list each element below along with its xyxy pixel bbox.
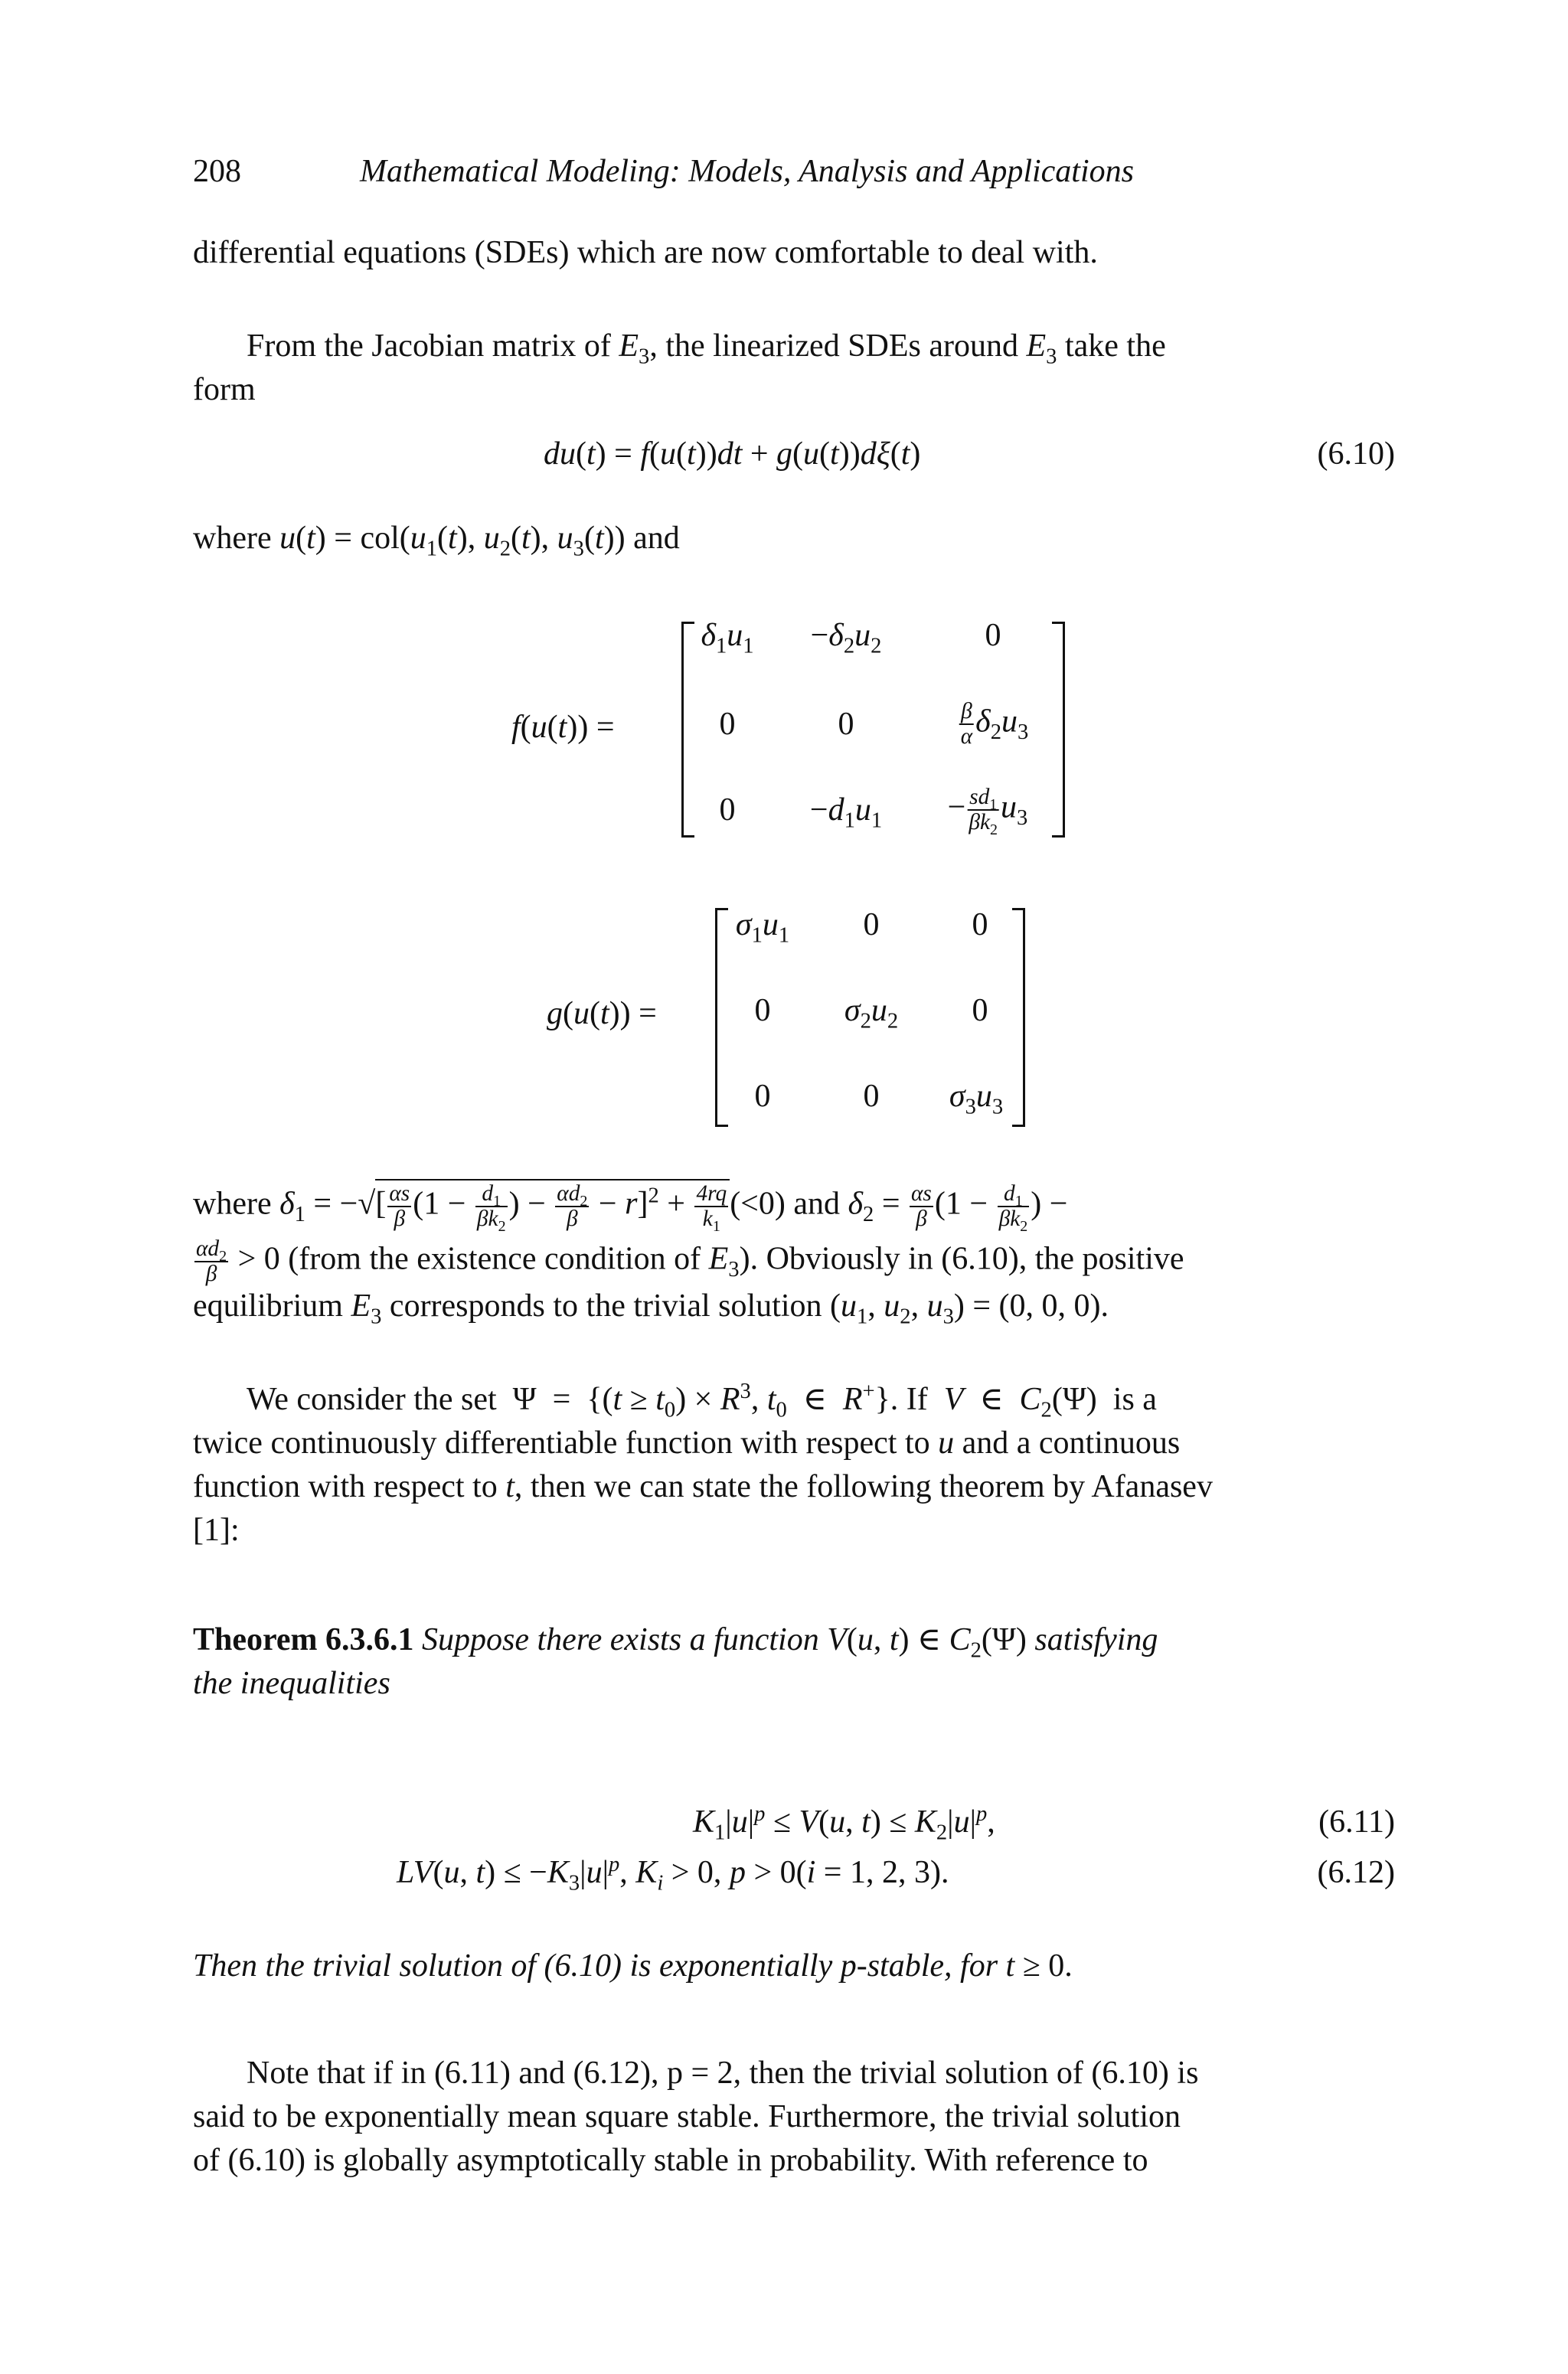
- f-cell-22: 0: [838, 707, 854, 742]
- p3-text-2b: and a continuous: [962, 1425, 1181, 1461]
- theorem-line-2: the inequalities: [193, 1666, 390, 1701]
- f-cell-23: $\frac{\beta}{\alpha}$ $\delta_2u_3$: [960, 699, 1029, 749]
- p3-text-3b: , then we can state the following theorem by Afanasev: [514, 1469, 1213, 1504]
- then-text: Then the trivial solution of (6.10) is exponentially p-stable, for: [193, 1948, 998, 1984]
- p4-line-3: of (6.10) is globally asymptotically stable in probability. With reference to: [193, 2143, 1148, 2178]
- paragraph-jacobian: From the Jacobian matrix of $E_3$, the linearized SDEs around $E_3$ take the: [247, 328, 1166, 369]
- running-title: Mathematical Modeling: Models, Analysis and Applications: [360, 154, 1134, 189]
- equation-number-6-12: (6.12): [1317, 1855, 1395, 1890]
- delta-definition-line1: where $\delta_1$ = −√[ $\frac{\alpha s}{\beta}$ (1 − $\frac{d_1}{\beta k_2}$ ) − $\frac{\alpha d_2}{\beta}$ − r]$^2$ + $\frac{4rq}{k_1}$ (<0) and $\delta_2$ = $\frac{\alpha s}{\beta}$ (1 − $\frac{d_1}{\beta k_2}$ ) −: [193, 1179, 1395, 1231]
- p1-text-a: From the Jacobian matrix of: [247, 328, 619, 364]
- g-cell-23: 0: [972, 993, 988, 1028]
- p3-line-4: [1]:: [193, 1513, 240, 1548]
- set-psi-line: We consider the set $\Psi = \{(t \ge t_0) \times R^3$, $t_0$ ∈ R+}. If V ∈ $C_2(\Psi)$ is a: [247, 1380, 1157, 1422]
- f-cell-33: − $\frac{sd_1}{\beta k_2}$ $u_3$: [947, 785, 1028, 838]
- equation-6-10: du(t) = f(u(t))dt + g(u(t))dξ(t): [544, 436, 921, 472]
- p1-text-c: take the: [1057, 328, 1166, 364]
- p4-line-2: said to be exponentially mean square stable. Furthermore, the trivial solution: [193, 2099, 1181, 2134]
- g-cell-21: 0: [754, 993, 771, 1028]
- g-cell-22: $\sigma_2u_2$: [844, 993, 899, 1034]
- g-matrix-lhs: g(u(t)) =: [547, 996, 657, 1031]
- g-cell-33: $\sigma_3u_3$: [949, 1079, 1004, 1119]
- f-cell-12: $-\delta_2u_2$: [810, 618, 882, 658]
- theorem-label: Theorem 6.3.6.1: [193, 1622, 414, 1657]
- where-u-word: where: [193, 521, 272, 556]
- theorem-line-1: Theorem 6.3.6.1 Suppose there exists a function V(u, t) ∈ $C_2(\Psi)$ satisfying: [193, 1622, 1158, 1663]
- g-matrix-left-bracket: [715, 908, 728, 1127]
- equilibrium-line: equilibrium $E_3$ corresponds to the trivial solution ($u_1$, $u_2$, $u_3) = (0$, 0, 0).: [193, 1288, 1109, 1329]
- p4-line-1: Note that if in (6.11) and (6.12), p = 2, then the trivial solution of (6.10) is: [247, 2056, 1199, 2091]
- f-matrix-right-bracket: [1052, 622, 1065, 838]
- p3-text-1: We consider the set: [247, 1382, 497, 1417]
- g-matrix-right-bracket: [1012, 908, 1025, 1127]
- delta-definition-line2: $\frac{\alpha d_2}{\beta}$ > 0 (from the existence condition of $E_3$). Obviously in (6.10), the positive: [196, 1236, 1184, 1286]
- equation-6-12: LV(u, $t) \le -K_3|u|^p$, $K_i > 0$, p > 0(i = 1, 2, 3).: [397, 1853, 949, 1896]
- theorem-text-a: Suppose there exists a function: [422, 1622, 819, 1657]
- equilibrium-word: equilibrium: [193, 1288, 343, 1324]
- g-cell-32: 0: [863, 1079, 880, 1114]
- continuation-line: differential equations (SDEs) which are now comfortable to deal with.: [193, 235, 1098, 270]
- p3-line-2: twice continuously differentiable function with respect to u and a continuous: [193, 1425, 1181, 1461]
- g-cell-13: 0: [972, 907, 988, 942]
- f-cell-13: 0: [985, 618, 1001, 653]
- g-cell-31: 0: [754, 1079, 771, 1114]
- and-word: and: [633, 521, 680, 556]
- f-matrix-lhs: f(u(t)) =: [511, 710, 615, 745]
- g-cell-11: $\sigma_1u_1$: [735, 907, 790, 948]
- from-existence-text: > 0 (from the existence condition of: [237, 1241, 701, 1277]
- equation-6-11: $K_1|u|^p \le V(u$, $t) \le K_2|u|^p$,: [693, 1802, 995, 1845]
- page-number: 208: [193, 154, 241, 189]
- p3-text-1b: . If: [890, 1382, 928, 1417]
- where-delta-word: where: [193, 1186, 272, 1222]
- p3-text-1c: is a: [1112, 1382, 1157, 1417]
- p3-text-2: twice continuously differentiable function with respect to: [193, 1425, 930, 1461]
- equation-number-6-10: (6.10): [1317, 436, 1395, 472]
- p3-text-3: function with respect to: [193, 1469, 498, 1504]
- f-cell-21: 0: [719, 707, 736, 742]
- f-cell-32: $-d_1u_1$: [809, 792, 883, 833]
- where-u-definition: where $u(t) = col(u_1(t)$, $u_2(t)$, $u_3(t)$) and: [193, 521, 680, 561]
- corresponds-text: corresponds to the trivial solution: [389, 1288, 822, 1324]
- paragraph-jacobian-cont: form: [193, 372, 256, 407]
- equation-number-6-11: (6.11): [1318, 1804, 1395, 1840]
- theorem-conclusion: Then the trivial solution of (6.10) is exponentially p-stable, for t ≥ 0.: [193, 1948, 1073, 1984]
- obviously-text: ). Obviously in (6.10), the positive: [739, 1241, 1184, 1277]
- g-cell-12: 0: [863, 907, 880, 942]
- f-matrix-left-bracket: [681, 622, 694, 838]
- f-cell-11: $\delta_1u_1$: [701, 618, 754, 658]
- theorem-text-b: satisfying: [1034, 1622, 1158, 1657]
- p1-text-b: , the linearized SDEs around: [649, 328, 1027, 364]
- f-cell-31: 0: [719, 792, 736, 828]
- p3-line-3: function with respect to t, then we can state the following theorem by Afanasev: [193, 1469, 1213, 1504]
